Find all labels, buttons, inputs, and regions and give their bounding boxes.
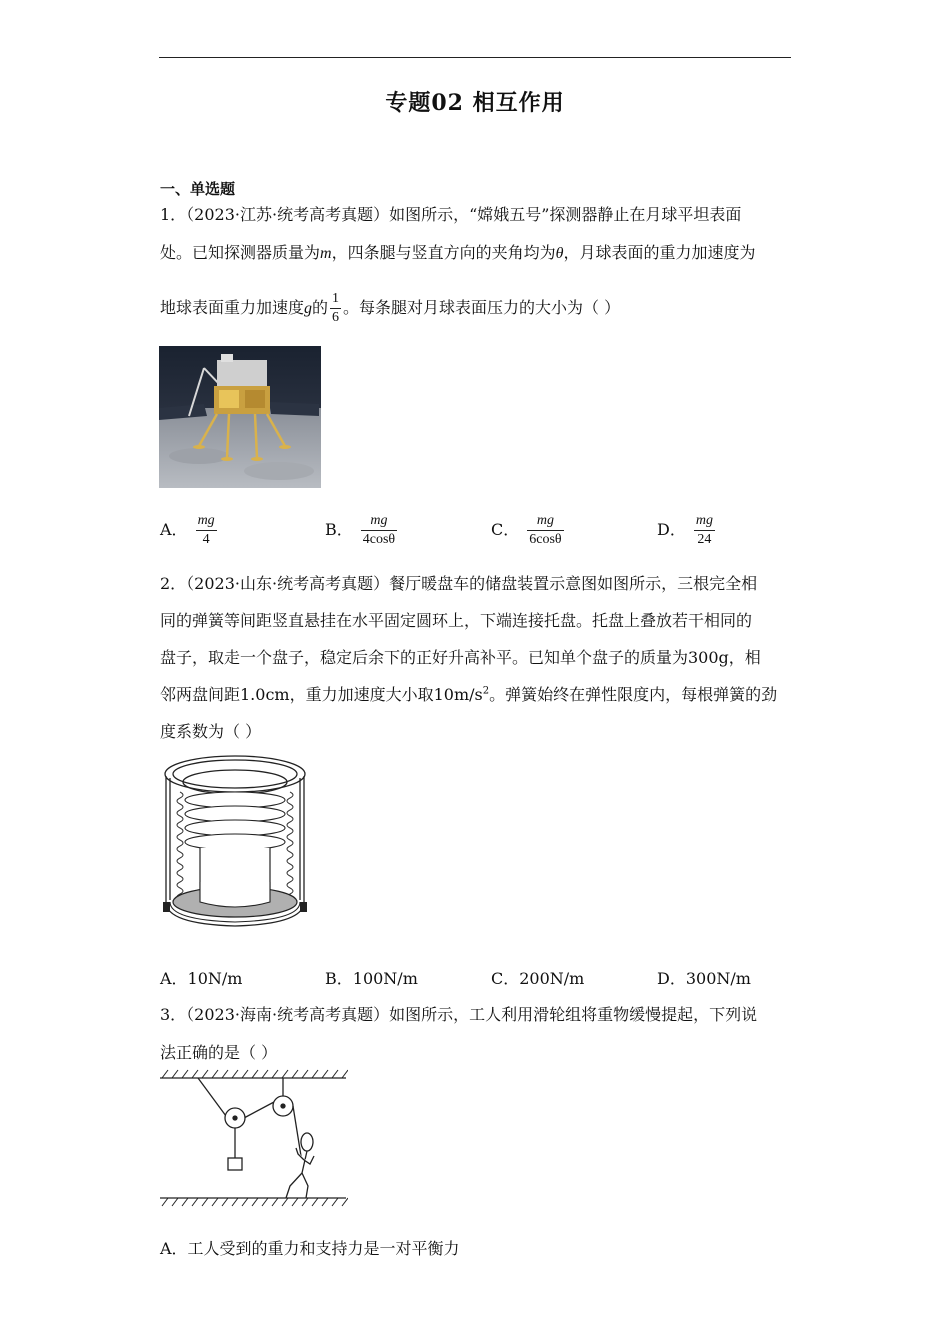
var-m: m	[320, 245, 332, 262]
plate-warmer-diagram	[160, 752, 310, 942]
q2-line-5: 度系数为（ ）	[160, 722, 262, 741]
q1-text: 的	[312, 298, 329, 317]
pulley-diagram	[158, 1068, 348, 1208]
q1-line-1: 1．（2023·江苏·统考高考真题）如图所示，“嫦娥五号”探测器静止在月球平坦表面	[160, 205, 742, 224]
q2-line-3: 盘子，取走一个盘子，稳定后余下的正好升高补平。已知单个盘子的质量为300g，相	[160, 648, 761, 667]
var-g: g	[304, 300, 313, 317]
q2-line-2: 同的弹簧等间距竖直悬挂在水平固定圆环上，下端连接托盘。托盘上叠放若干相同的	[160, 611, 753, 630]
q1-text: ，四条腿与竖直方向的夹角均为	[331, 243, 556, 262]
q1-text: ，月球表面的重力加速度为	[563, 243, 756, 262]
q1-text: 地球表面重力加速度	[160, 298, 305, 317]
page-title: 专题02 相互作用	[385, 90, 565, 116]
lander-image	[159, 346, 321, 488]
q1-option-b[interactable]: B． $\frac{mg}{4\cos\theta}$	[325, 513, 396, 547]
var-theta: θ	[555, 245, 564, 262]
q2-line-1: 2．（2023·山东·统考高考真题）餐厅暖盘车的储盘装置示意图如图所示，三根完全相	[160, 574, 758, 593]
q2-option-d[interactable]: D．300N/m	[657, 969, 751, 988]
q1-text: 处。已知探测器质量为	[160, 243, 321, 262]
q1-line-3	[160, 290, 620, 327]
header-rule	[159, 57, 791, 58]
fraction-one-sixth: $\frac{1}{6}$	[332, 291, 340, 325]
q1-line-2	[160, 240, 755, 263]
q1-option-c[interactable]: C． $\frac{mg}{6\cos\theta}$	[491, 513, 562, 547]
q2-line-4: 邻两盘间距1.0cm，重力加速度大小取$10m/s^2$。弹簧始终在弹性限度内，每根弹簧的劲	[160, 685, 778, 704]
q3-line-1: 3．（2023·海南·统考高考真题）如图所示，工人利用滑轮组将重物缓慢提起，下列说	[160, 1005, 758, 1024]
section-heading: 一、单选题	[160, 180, 236, 198]
q1-option-d[interactable]: D． $\frac{mg}{24}$	[657, 513, 713, 547]
q2-option-c[interactable]: C．200N/m	[491, 969, 585, 988]
q1-option-a[interactable]: A． $\frac{mg}{4}$	[160, 513, 215, 547]
q2-option-a[interactable]: A．10N/m	[160, 969, 243, 988]
q1-text: 。每条腿对月球表面压力的大小为（ ）	[343, 298, 621, 317]
q3-option-a[interactable]: A．工人受到的重力和支持力是一对平衡力	[160, 1239, 460, 1258]
q3-line-2: 法正确的是（ ）	[160, 1043, 278, 1062]
q2-option-b[interactable]: B．100N/m	[325, 969, 418, 988]
